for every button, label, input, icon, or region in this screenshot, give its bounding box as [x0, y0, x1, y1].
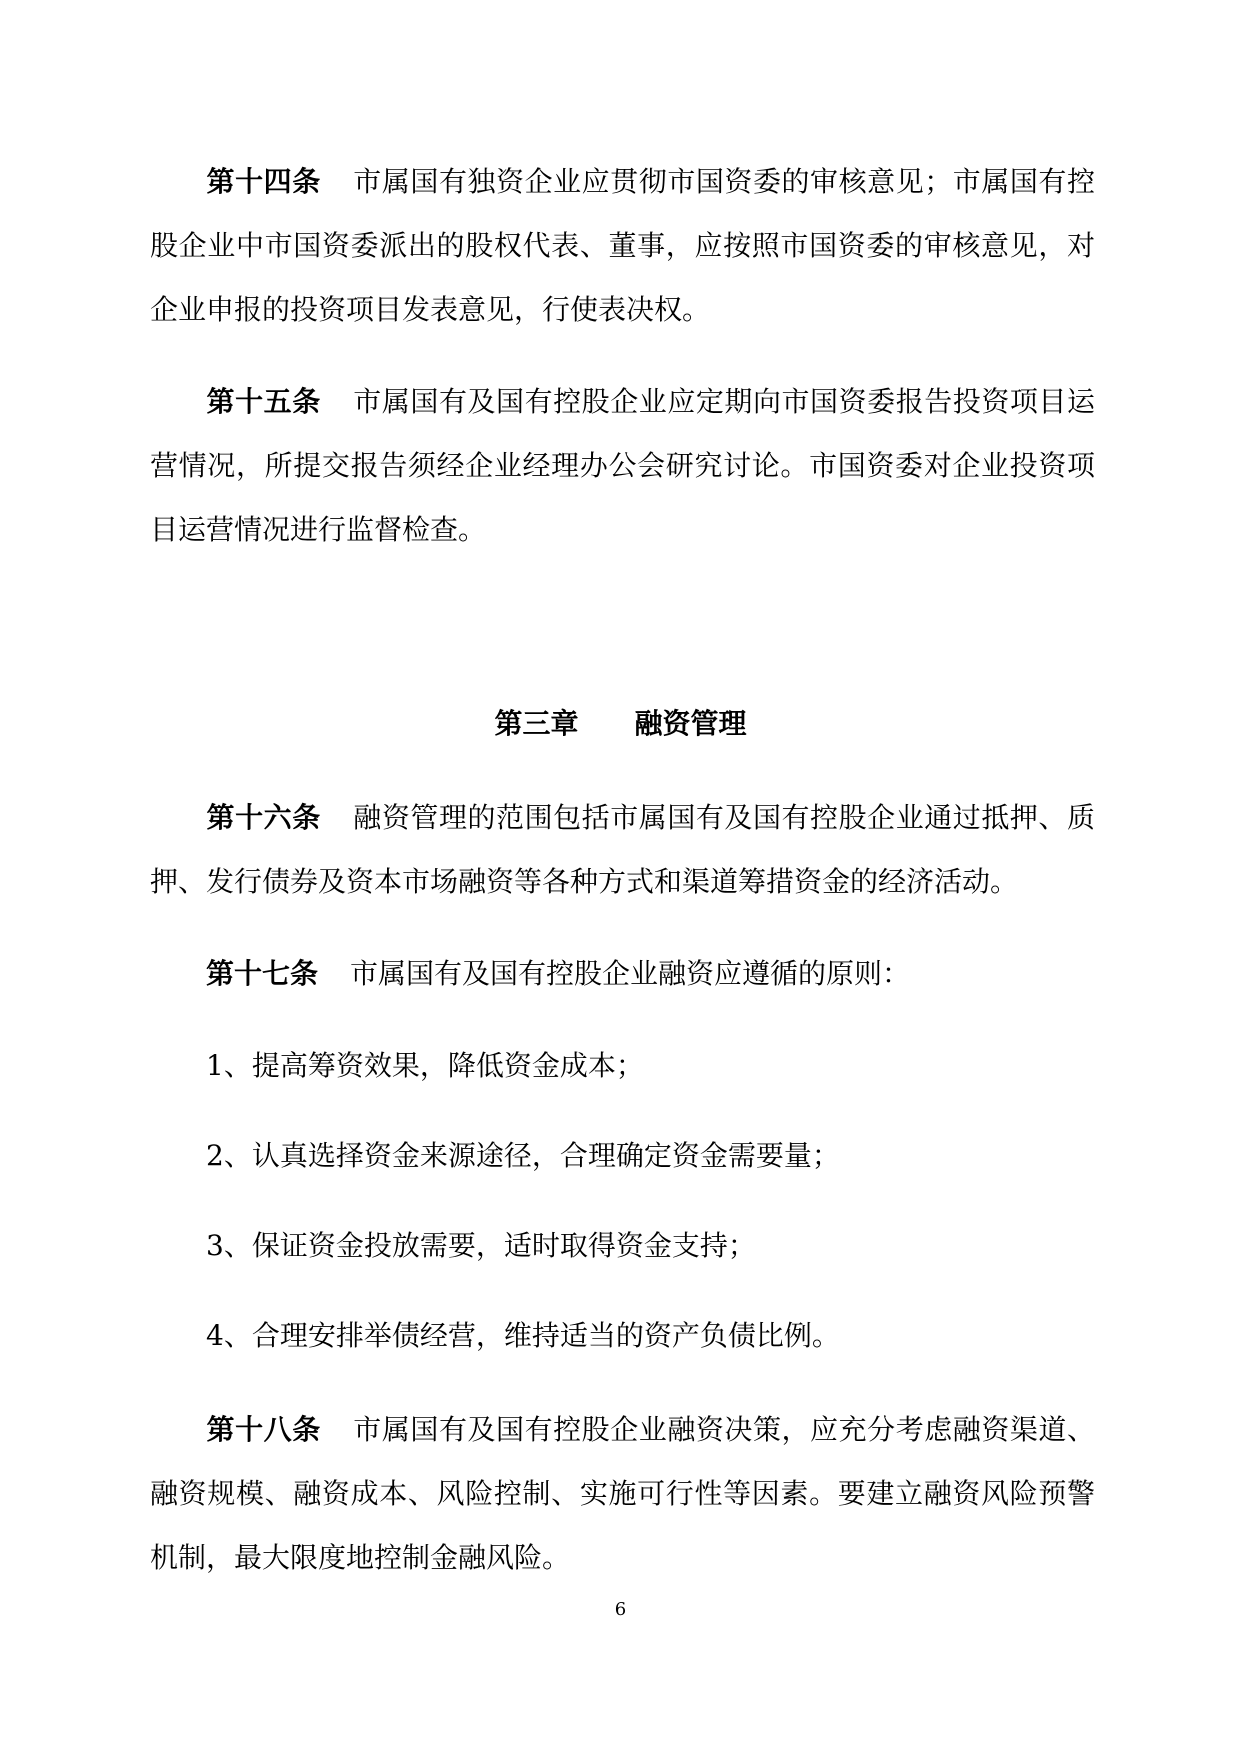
chapter-title: 融资管理 [634, 707, 747, 740]
article-16 [150, 786, 1095, 914]
principle-item: 3、保证资金投放需要，适时取得资金支持； [206, 1229, 756, 1262]
chapter-heading [0, 700, 1241, 748]
article-15-number: 第十五条 [206, 385, 321, 418]
article-18-text: 市属国有及国有控股企业融资决策，应充分考虑融资渠道、融资规模、融资成本、风险控制、实施可行性等因素。要建立融资风险预警机制，最大限度地控制金融风险。 [150, 1413, 1095, 1574]
page-number: 6 [614, 1599, 627, 1620]
principle-item: 4、合理安排举债经营，维持适当的资产负债比例。 [206, 1319, 840, 1352]
article-14-text: 市属国有独资企业应贯彻市国资委的审核意见；市属国有控股企业中市国资委派出的股权代表、董事，应按照市国资委的审核意见，对企业申报的投资项目发表意见，行使表决权。 [150, 165, 1095, 326]
article-15-text: 市属国有及国有控股企业应定期向市国资委报告投资项目运营情况，所提交报告须经企业经理办公会研究讨论。市国资委对企业投资项目运营情况进行监督检查。 [150, 385, 1095, 546]
article-15 [150, 370, 1095, 562]
principle-item: 2、认真选择资金来源途径，合理确定资金需要量； [206, 1139, 840, 1172]
article-14-number: 第十四条 [206, 165, 321, 198]
article-18 [150, 1398, 1095, 1590]
article-18-number: 第十八条 [206, 1413, 321, 1446]
principle-item: 1、提高筹资效果，降低资金成本； [206, 1049, 644, 1082]
article-16-text: 融资管理的范围包括市属国有及国有控股企业通过抵押、质押、发行债券及资本市场融资等各种方式和渠道筹措资金的经济活动。 [150, 801, 1095, 898]
chapter-number: 第三章 [494, 707, 579, 740]
article-17-number: 第十七条 [206, 957, 319, 990]
article-14 [150, 150, 1095, 342]
article-16-number: 第十六条 [206, 801, 321, 834]
article-17-text: 市属国有及国有控股企业融资应遵循的原则： [350, 957, 911, 990]
article-17 [150, 942, 1095, 1006]
